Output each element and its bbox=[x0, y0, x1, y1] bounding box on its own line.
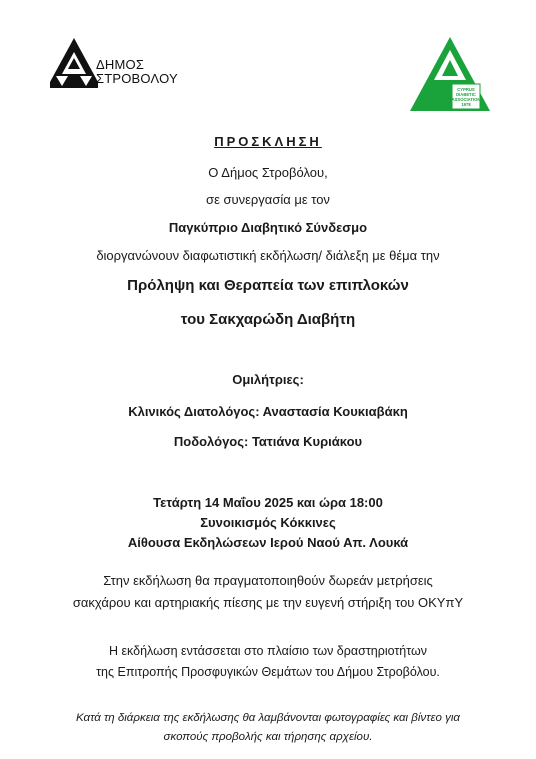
speaker-2: Ποδολόγος: Τατιάνα Κυριάκου bbox=[173, 434, 363, 449]
context-line-2: της Επιτροπής Προσφυγικών Θεμάτων του Δήμου Στροβόλου. bbox=[96, 665, 440, 679]
topic-line-1: Πρόληψη και Θεραπεία των επιπλοκών bbox=[127, 277, 409, 294]
topic-line-2: του Σακχαρώδη Διαβήτη bbox=[180, 311, 356, 328]
intro-line-2: σε συνεργασία με τον bbox=[206, 192, 330, 207]
photo-notice-line-1: Κατά τη διάρκεια της εκδήλωσης θα λαμβάνονται φωτογραφίες και βίντεο για bbox=[76, 712, 460, 724]
measurements-line-1: Στην εκδήλωση θα πραγματοποιηθούν δωρεάν μετρήσεις bbox=[103, 573, 433, 588]
photo-notice-line-2: σκοπούς προβολής και τήρησης αρχείου. bbox=[163, 731, 373, 743]
organizer-name: Παγκύπριο Διαβητικό Σύνδεσμο bbox=[168, 220, 368, 235]
association-logo-text-3: ASSOCIATION bbox=[451, 97, 481, 102]
event-datetime: Τετάρτη 14 Μαΐου 2025 και ώρα 18:00 bbox=[153, 495, 383, 510]
association-logo-text-2: DIABETIC bbox=[456, 92, 476, 97]
speakers-heading: Ομιλήτριες: bbox=[232, 372, 304, 387]
municipality-name-line1: ΔΗΜΟΣ bbox=[96, 57, 145, 72]
municipality-name-line2: ΣΤΡΟΒΟΛΟΥ bbox=[96, 71, 178, 86]
municipality-logo-text bbox=[96, 58, 178, 86]
cyprus-diabetic-association-logo bbox=[408, 36, 492, 112]
association-logo-text-1: CYPRUS bbox=[457, 87, 475, 92]
intro-line-1: Ο Δήμος Στροβόλου, bbox=[208, 165, 328, 180]
invitation-title: ΠΡΟΣΚΛΗΣΗ bbox=[214, 134, 322, 149]
measurements-line-2: σακχάρου και αρτηριακής πίεσης με την ευγενή στήριξη του ΟΚΥπΥ bbox=[72, 595, 464, 610]
intro-line-4: διοργανώνουν διαφωτιστική εκδήλωση/ διάλεξη με θέμα την bbox=[96, 248, 440, 263]
event-area: Συνοικισμός Κόκκινες bbox=[200, 515, 336, 530]
association-logo-text-4: 1978 bbox=[461, 102, 471, 107]
context-line-1: Η εκδήλωση εντάσσεται στο πλαίσιο των δραστηριοτήτων bbox=[108, 644, 428, 658]
event-venue: Αίθουσα Εκδηλώσεων Ιερού Ναού Απ. Λουκά bbox=[127, 535, 409, 550]
speaker-1: Κλινικός Διατολόγος: Αναστασία Κουκιαβάκη bbox=[128, 404, 408, 419]
